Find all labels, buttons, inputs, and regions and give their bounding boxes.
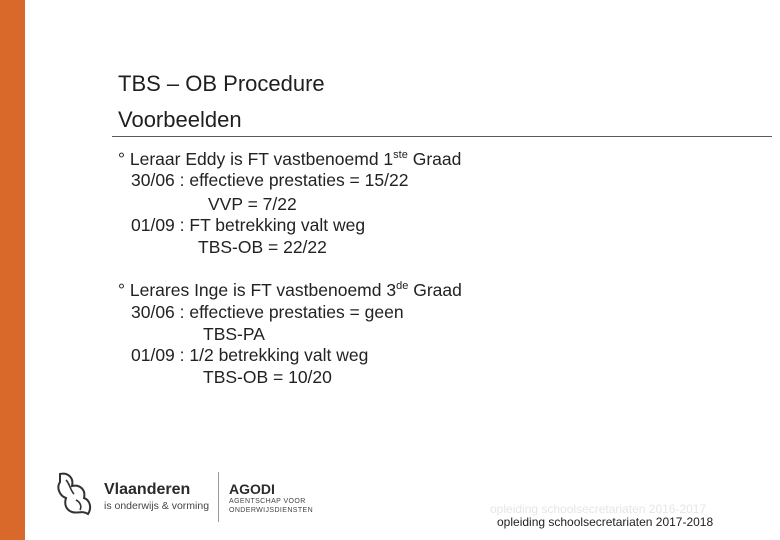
example-1-intro-text: Leraar Eddy is FT vastbenoemd 1 (129, 149, 394, 169)
bullet-2: ° (118, 280, 125, 300)
example-2-line-5: TBS-OB = 10/20 (203, 367, 332, 387)
example-2-line-4: 01/09 : 1/2 betrekking valt weg (131, 345, 369, 365)
example-1-line-3: VVP = 7/22 (208, 194, 297, 214)
example-1-intro (118, 148, 461, 170)
footer-text: opleiding schoolsecretariaten 2017-2018 (497, 515, 714, 529)
example-2-line-2: 30/06 : effectieve prestaties = geen (131, 302, 404, 322)
agodi-subtitle-line-2: ONDERWIJSDIENSTEN (229, 506, 314, 514)
agodi-subtitle-line-1: AGENTSCHAP VOOR (229, 498, 306, 505)
title-underline (112, 136, 772, 137)
example-1-line-2: 30/06 : effectieve prestaties = 15/22 (131, 170, 409, 190)
agodi-logo-text: AGODI (229, 481, 275, 497)
accent-side-bar (0, 0, 25, 540)
vlaanderen-logo-subtitle: is onderwijs & vorming (104, 500, 210, 512)
example-1-grade: Graad (407, 149, 462, 169)
logo-divider (218, 472, 219, 522)
agodi-logo-subtitle (229, 498, 313, 515)
slide-title (118, 66, 325, 138)
example-2-intro-text: Lerares Inge is FT vastbenoemd 3 (129, 280, 397, 300)
example-1-ordinal: ste (393, 149, 408, 161)
example-1-line-5: TBS-OB = 22/22 (198, 237, 327, 257)
example-2-line-3: TBS-PA (203, 324, 265, 344)
footer-ghost-text: opleiding schoolsecretariaten 2016-2017 (490, 502, 707, 516)
example-2-grade: Graad (408, 280, 462, 300)
title-line-1: TBS – OB Procedure (118, 71, 325, 96)
vlaanderen-logo-text: Vlaanderen (104, 481, 191, 498)
example-1-line-4: 01/09 : FT betrekking valt weg (131, 215, 366, 235)
example-2-ordinal: de (396, 280, 409, 292)
bullet-1: ° (118, 149, 125, 169)
flemish-lion-logo-icon (54, 470, 96, 518)
example-2-intro (118, 279, 462, 301)
title-line-2: Voorbeelden (118, 107, 242, 132)
